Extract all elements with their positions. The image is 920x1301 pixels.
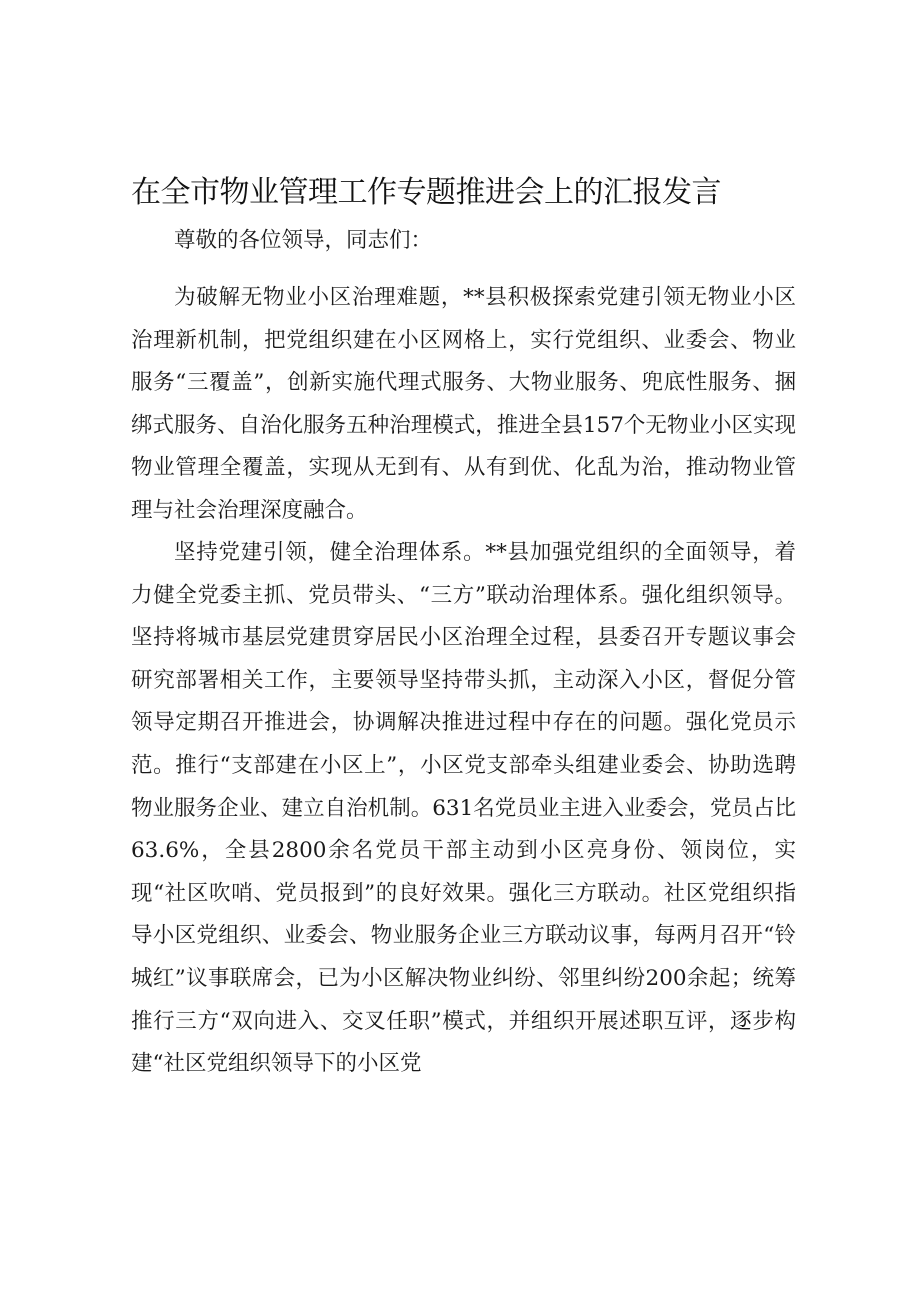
- document-title: 在全市物业管理工作专题推进会上的汇报发言: [131, 175, 721, 210]
- paragraph-intro: 为破解无物业小区治理难题，**县积极探索党建引领无物业小区治理新机制，把党组织建在小区网格上，实行党组织、业委会、物业服务“三覆盖”，创新实施代理式服务、大物业服务、兜底性服务、捆绑式服务、自治化服务五种治理模式，推进全县157个无物业小区实现物业管理全覆盖，实现从无到有、从有到优、化乱为治，推动物业管理与社会治理深度融合。: [131, 285, 796, 523]
- salutation: 尊敬的各位领导，同志们：: [174, 228, 433, 253]
- paragraph-party-leadership: 坚持党建引领，健全治理体系。**县加强党组织的全面领导，着力健全党委主抓、党员带头、“三方”联动治理体系。强化组织领导。坚持将城市基层党建贯穿居民小区治理全过程，县委召开专题议事会研究部署相关工作，主要领导坚持带头抓，主动深入小区，督促分管领导定期召开推进会，协调解决推进过程中存在的问题。强化党员示范。推行“支部建在小区上”，小区党支部牵头组建业委会、协助选聘物业服务企业、建立自治机制。631名党员业主进入业委会，党员占比63.6%，全县2800余名党员干部主动到小区亮身份、领岗位，实现“社区吹哨、党员报到”的良好效果。强化三方联动。社区党组织指导小区党组织、业委会、物业服务企业三方联动议事，每两月召开“铃城红”议事联席会，已为小区解决物业纠纷、邻里纠纷200余起；统筹推行三方“双向进入、交叉任职”模式，并组织开展述职互评，逐步构建“社区党组织领导下的小区党: [131, 540, 796, 1077]
